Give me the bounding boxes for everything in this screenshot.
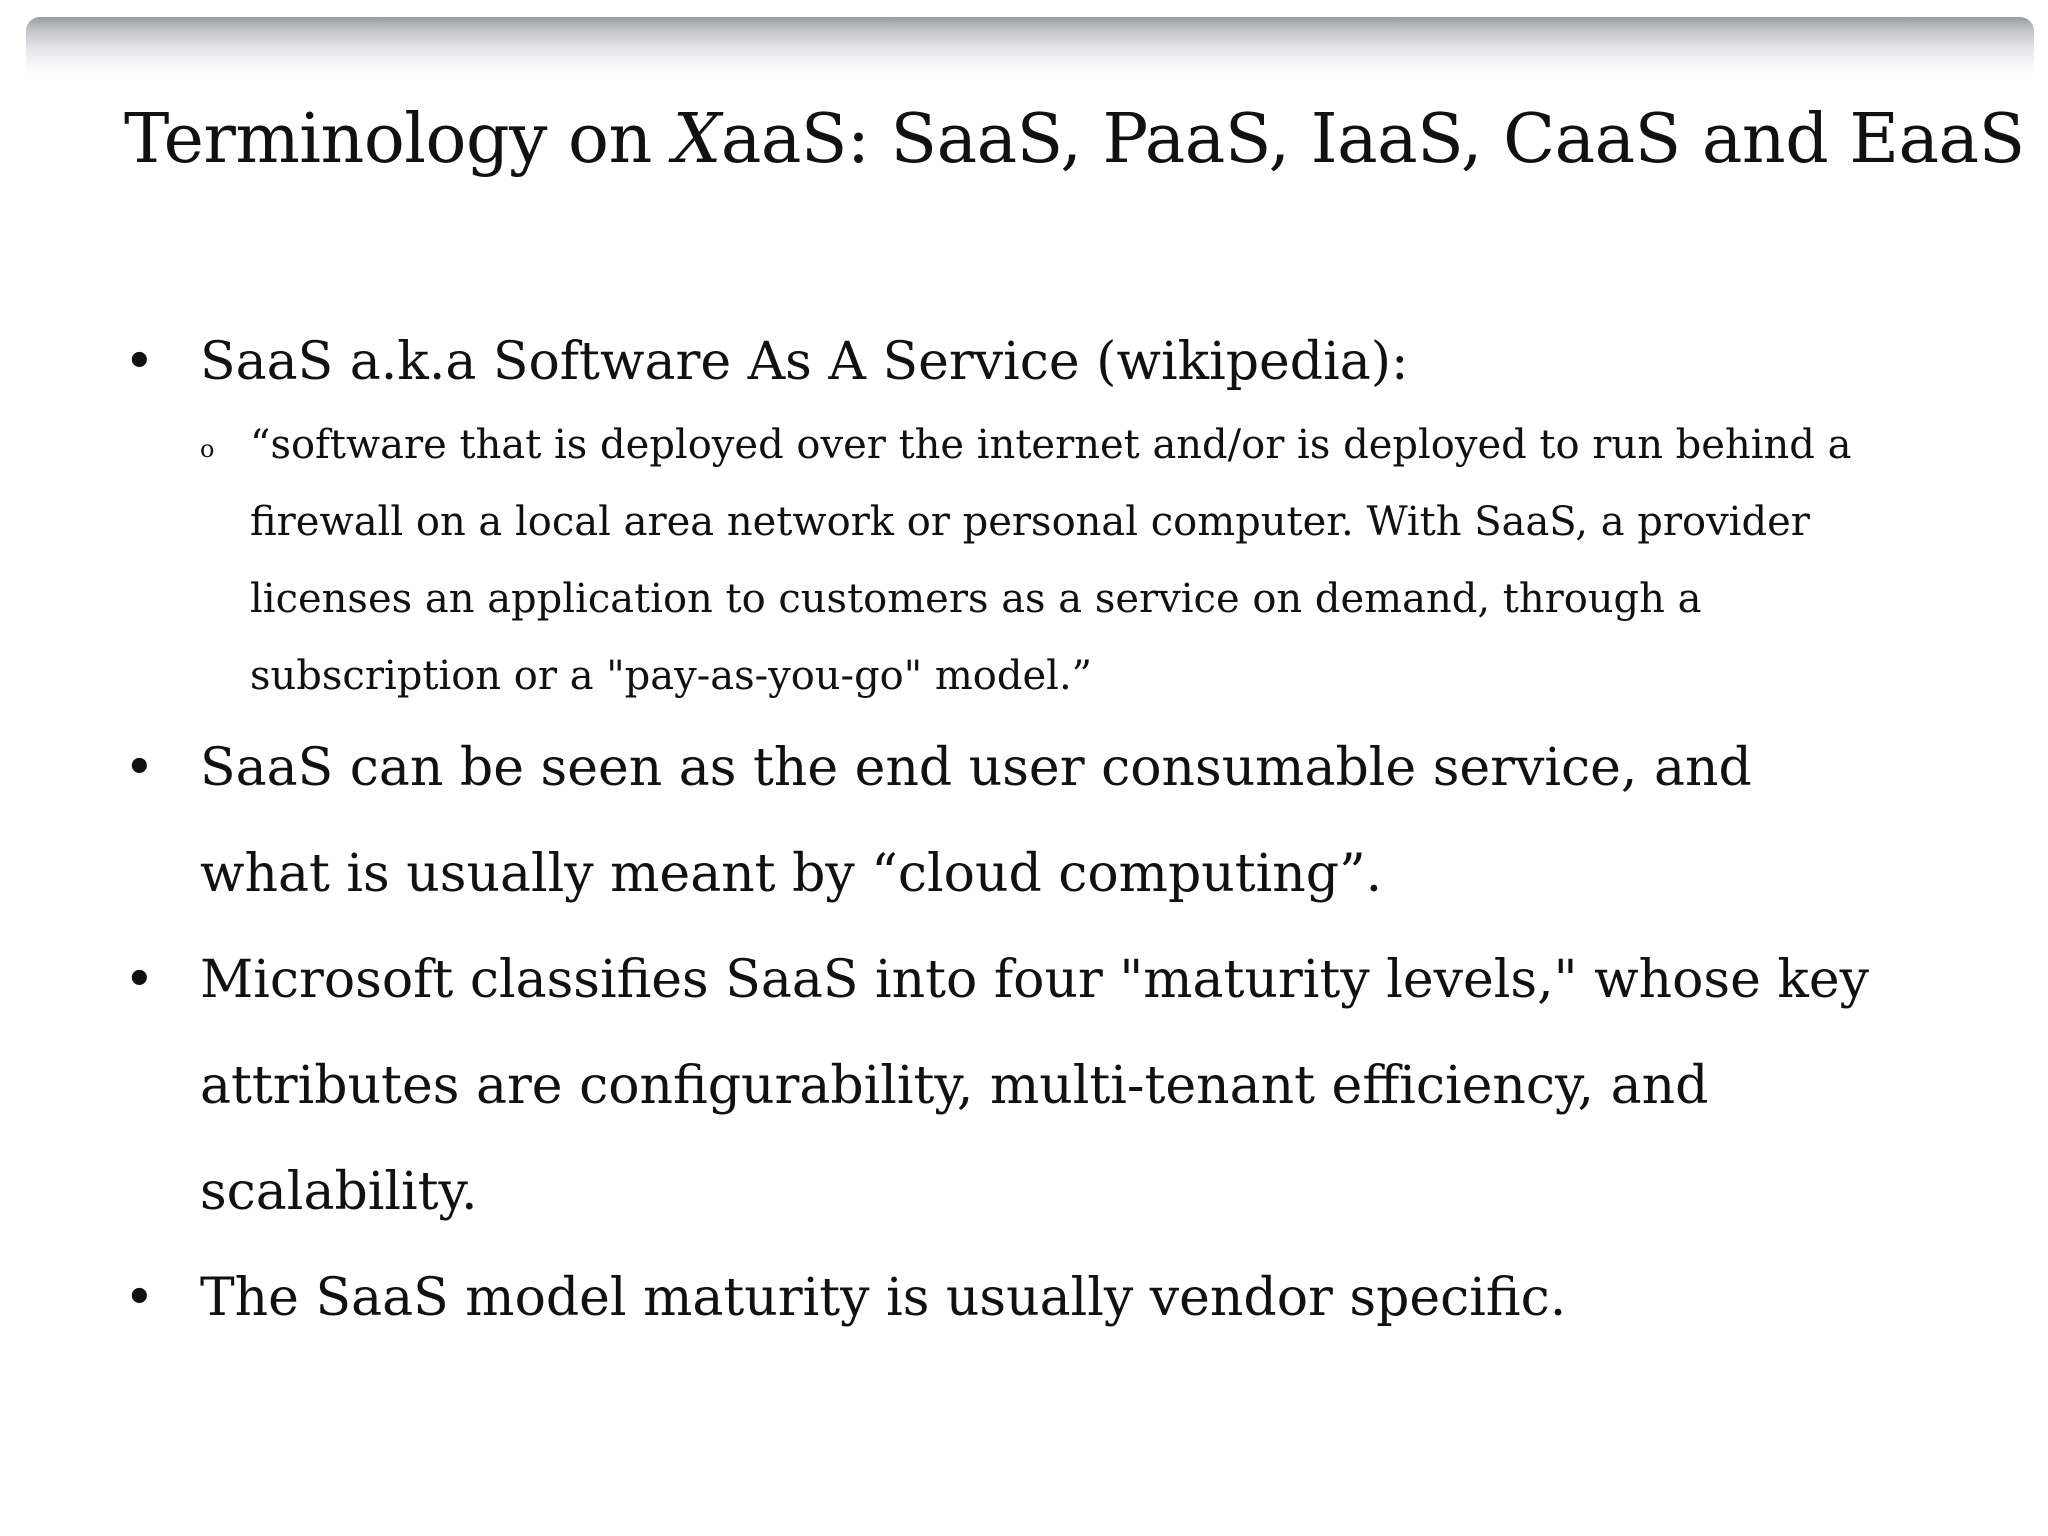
slide-title (124, 95, 2025, 185)
sub-text-line: licenses an application to customers as a service on demand, through a (250, 576, 1702, 622)
bullet-text-line: SaaS can be seen as the end user consumable service, and (200, 738, 1752, 798)
slide-header-bar (26, 17, 2034, 75)
sub-text-line: “software that is deployed over the internet and/or is deployed to run behind a (250, 422, 1852, 468)
title-italic-x: X (672, 100, 721, 179)
sub-text-line: firewall on a local area network or personal computer. With SaaS, a provider (250, 499, 1810, 545)
bullet-dot-icon: • (124, 738, 155, 798)
bullet-text-line: The SaaS model maturity is usually vendor specific. (200, 1268, 1567, 1328)
sub-item (200, 407, 2004, 715)
bullet-list (124, 317, 2004, 1351)
bullet-text-line: attributes are configurability, multi-tenant efficiency, and (200, 1056, 1709, 1116)
bullet-item (124, 317, 2004, 715)
bullet-dot-icon: • (124, 332, 155, 392)
bullet-item (124, 715, 2004, 927)
bullet-dot-icon: • (124, 950, 155, 1010)
bullet-text: SaaS a.k.a Software As A Service (wikipedia): (200, 332, 1409, 392)
bullet-dot-icon: • (124, 1268, 155, 1328)
bullet-text-line: what is usually meant by “cloud computing”. (200, 844, 1383, 904)
title-suffix: aaS: SaaS, PaaS, IaaS, CaaS and EaaS (720, 100, 2025, 179)
circle-bullet-icon: o (200, 435, 215, 463)
bullet-text-line: Microsoft classifies SaaS into four "maturity levels," whose key (200, 950, 1870, 1010)
sub-text-line: subscription or a "pay-as-you-go" model.” (250, 653, 1093, 699)
title-prefix: Terminology on (124, 100, 673, 179)
sub-list (200, 407, 2004, 715)
bullet-item (124, 927, 2004, 1245)
bullet-text-line: scalability. (200, 1162, 478, 1222)
bullet-item (124, 1245, 2004, 1351)
